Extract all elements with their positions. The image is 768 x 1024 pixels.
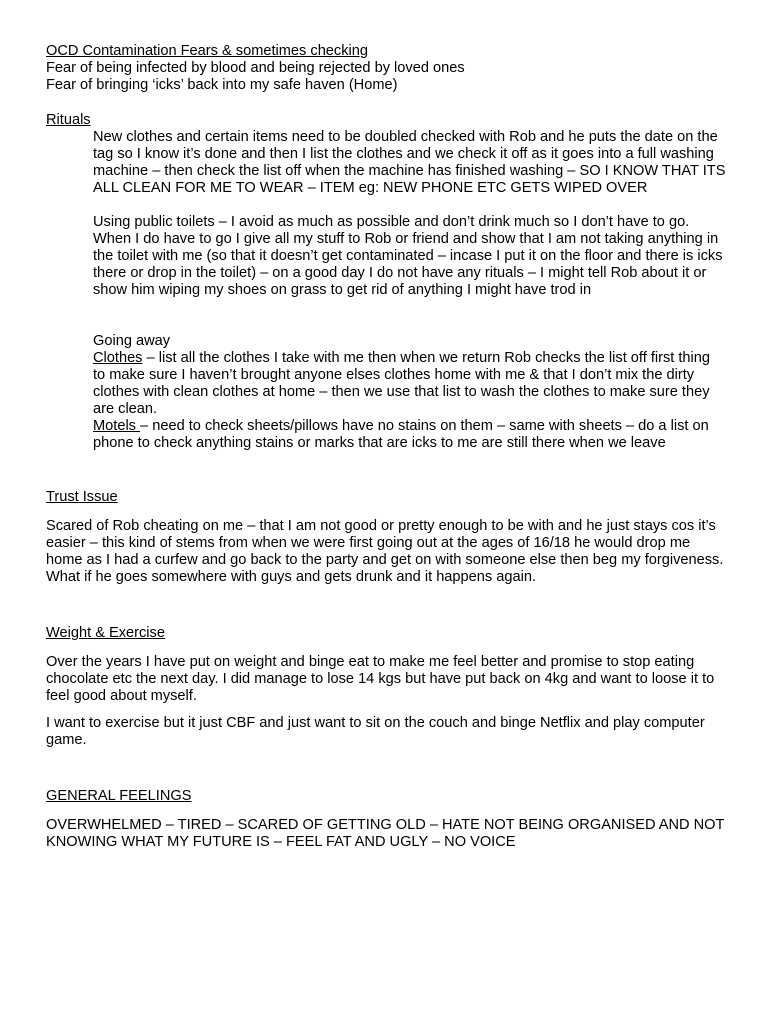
trust-paragraph: Scared of Rob cheating on me – that I am not good or pretty enough to be with and he just stays cos it’s easier – this kind of stems from when we were first going out at the ages of 16/18 he would drop me home as I had a curfew and go back to the party and get on with someone else then beg my forgiveness. What if he goes somewhere with guys and gets drunk and it happens again. — [46, 518, 724, 585]
general-feelings-text: OVERWHELMED – TIRED – SCARED OF GETTING OLD – HATE NOT BEING ORGANISED AND NOT KNOWING WHAT MY FUTURE IS – FEEL FAT AND UGLY – NO VOICE — [46, 817, 725, 850]
ocd-heading: OCD Contamination Fears & sometimes checking — [46, 43, 368, 59]
rituals-public-toilets-paragraph: Using public toilets – I avoid as much as possible and don’t drink much so I don’t have to go. When I do have to go I give all my stuff to Rob or friend and show that I am not taking anything in the toilet with me (so that it doesn’t get contaminated – incase I put it on the floor and there is icks there or drop in the toilet) – on a good day I do not have any rituals – I might tell Rob about it or show him wiping my shoes on grass to get rid of anything I might have trod in — [93, 214, 723, 298]
weight-paragraph-binge: Over the years I have put on weight and binge eat to make me feel better and promise to stop eating chocolate etc the next day. I did manage to lose 14 kgs but have put back on 4kg and want to loose it to feel good about myself. — [46, 654, 715, 704]
ocd-line-icks: Fear of bringing ‘icks’ back into my safe haven (Home) — [46, 77, 398, 93]
going-away-motels-paragraph — [46, 418, 726, 452]
motels-text: – need to check sheets/pillows have no stains on them – same with sheets – do a list on phone to check anything stains or marks that are icks to me are still there when we leave — [93, 418, 709, 451]
rituals-heading: Rituals — [46, 112, 91, 128]
rituals-new-clothes-paragraph: New clothes and certain items need to be doubled checked with Rob and he puts the date on the tag so I know it’s done and then I list the clothes and we check it off as it goes into a full washing machine – then check the list off when the machine has finished washing – SO I KNOW THAT ITS ALL CLEAN FOR ME TO WEAR – ITEM eg: NEW PHONE ETC GETS WIPED OVER — [93, 129, 726, 196]
ocd-line-blood: Fear of being infected by blood and being rejected by loved ones — [46, 60, 465, 76]
weight-heading: Weight & Exercise — [46, 625, 165, 641]
clothes-label: Clothes — [93, 350, 143, 366]
clothes-text: – list all the clothes I take with me then when we return Rob checks the list off first thing to make sure I haven’t brought anyone elses clothes home with me & that I don’t mix the dirty clothes with clean clothes at home – then we use that list to wash the clothes to make sure they are clean. — [93, 350, 711, 417]
going-away-clothes-paragraph — [46, 350, 726, 418]
weight-paragraph-exercise: I want to exercise but it just CBF and just want to sit on the couch and binge Netflix and play computer game. — [46, 715, 705, 748]
motels-label: Motels — [93, 418, 141, 434]
document-page — [46, 43, 726, 851]
going-away-label: Going away — [93, 333, 171, 349]
trust-heading: Trust Issue — [46, 489, 118, 505]
general-feelings-heading: GENERAL FEELINGS — [46, 788, 192, 804]
